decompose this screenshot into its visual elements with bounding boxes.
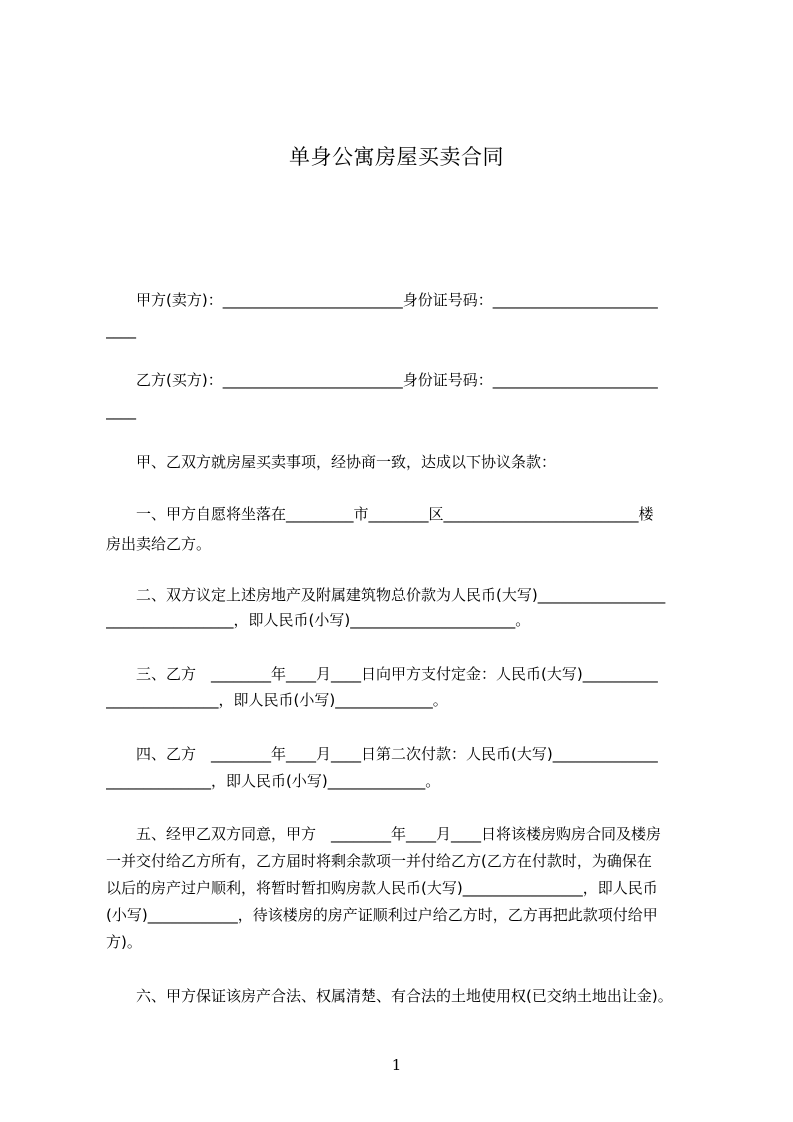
clause-5-line-2: 一并交付给乙方所有，乙方届时将剩余款项一并付给乙方(乙方在付款时，为确保在	[106, 852, 652, 870]
preamble: 甲、乙双方就房屋买卖事项，经协商一致，达成以下协议条款：	[106, 453, 557, 471]
clause-5-line-1: 五、经甲乙双方同意，甲方 ________年____月____日将该楼房购房合同及楼房	[106, 825, 662, 843]
party-a-line-cont: ____	[106, 321, 136, 339]
clause-2-line-1: 二、双方议定上述房地产及附属建筑物总价款为人民币(大写)_________________	[106, 586, 666, 604]
clause-1-line-1: 一、甲方自愿将坐落在_________市________区__________________________楼	[106, 505, 654, 523]
clause-4-line-1: 四、乙方 ________年____月____日第二次付款：人民币(大写)______________	[106, 745, 658, 763]
clause-5-line-4: (小写)____________，待该楼房的房产证顺利过户给乙方时，乙方再把此款项付给甲	[106, 906, 658, 924]
clause-4-line-2: ______________，即人民币(小写)_____________。	[106, 772, 441, 790]
clause-1-line-2: 房出卖给乙方。	[106, 535, 212, 553]
party-b-line-cont: ____	[106, 402, 136, 420]
clause-5-line-3: 以后的房产过户顺利，将暂时暂扣购房款人民币(大写)________________，即人民币	[106, 879, 658, 897]
clause-3-line-1: 三、乙方 ________年____月____日向甲方支付定金：人民币(大写)__________	[106, 665, 658, 683]
party-a-line: 甲方(卖方)：________________________身份证号码：______________________	[106, 291, 658, 309]
clause-6-line-1: 六、甲方保证该房产合法、权属清楚、有合法的土地使用权(已交纳土地出让金)。	[106, 987, 673, 1005]
clause-2-line-2: _________________，即人民币(小写)______________________。	[106, 611, 531, 629]
document-title: 单身公寓房屋买卖合同	[289, 145, 504, 169]
page-number: 1	[391, 1056, 402, 1074]
party-b-line: 乙方(买方)：________________________身份证号码：______________________	[106, 371, 658, 389]
clause-5-line-5: 方)。	[106, 933, 142, 951]
clause-3-line-2: _______________，即人民币(小写)_____________。	[106, 691, 448, 709]
